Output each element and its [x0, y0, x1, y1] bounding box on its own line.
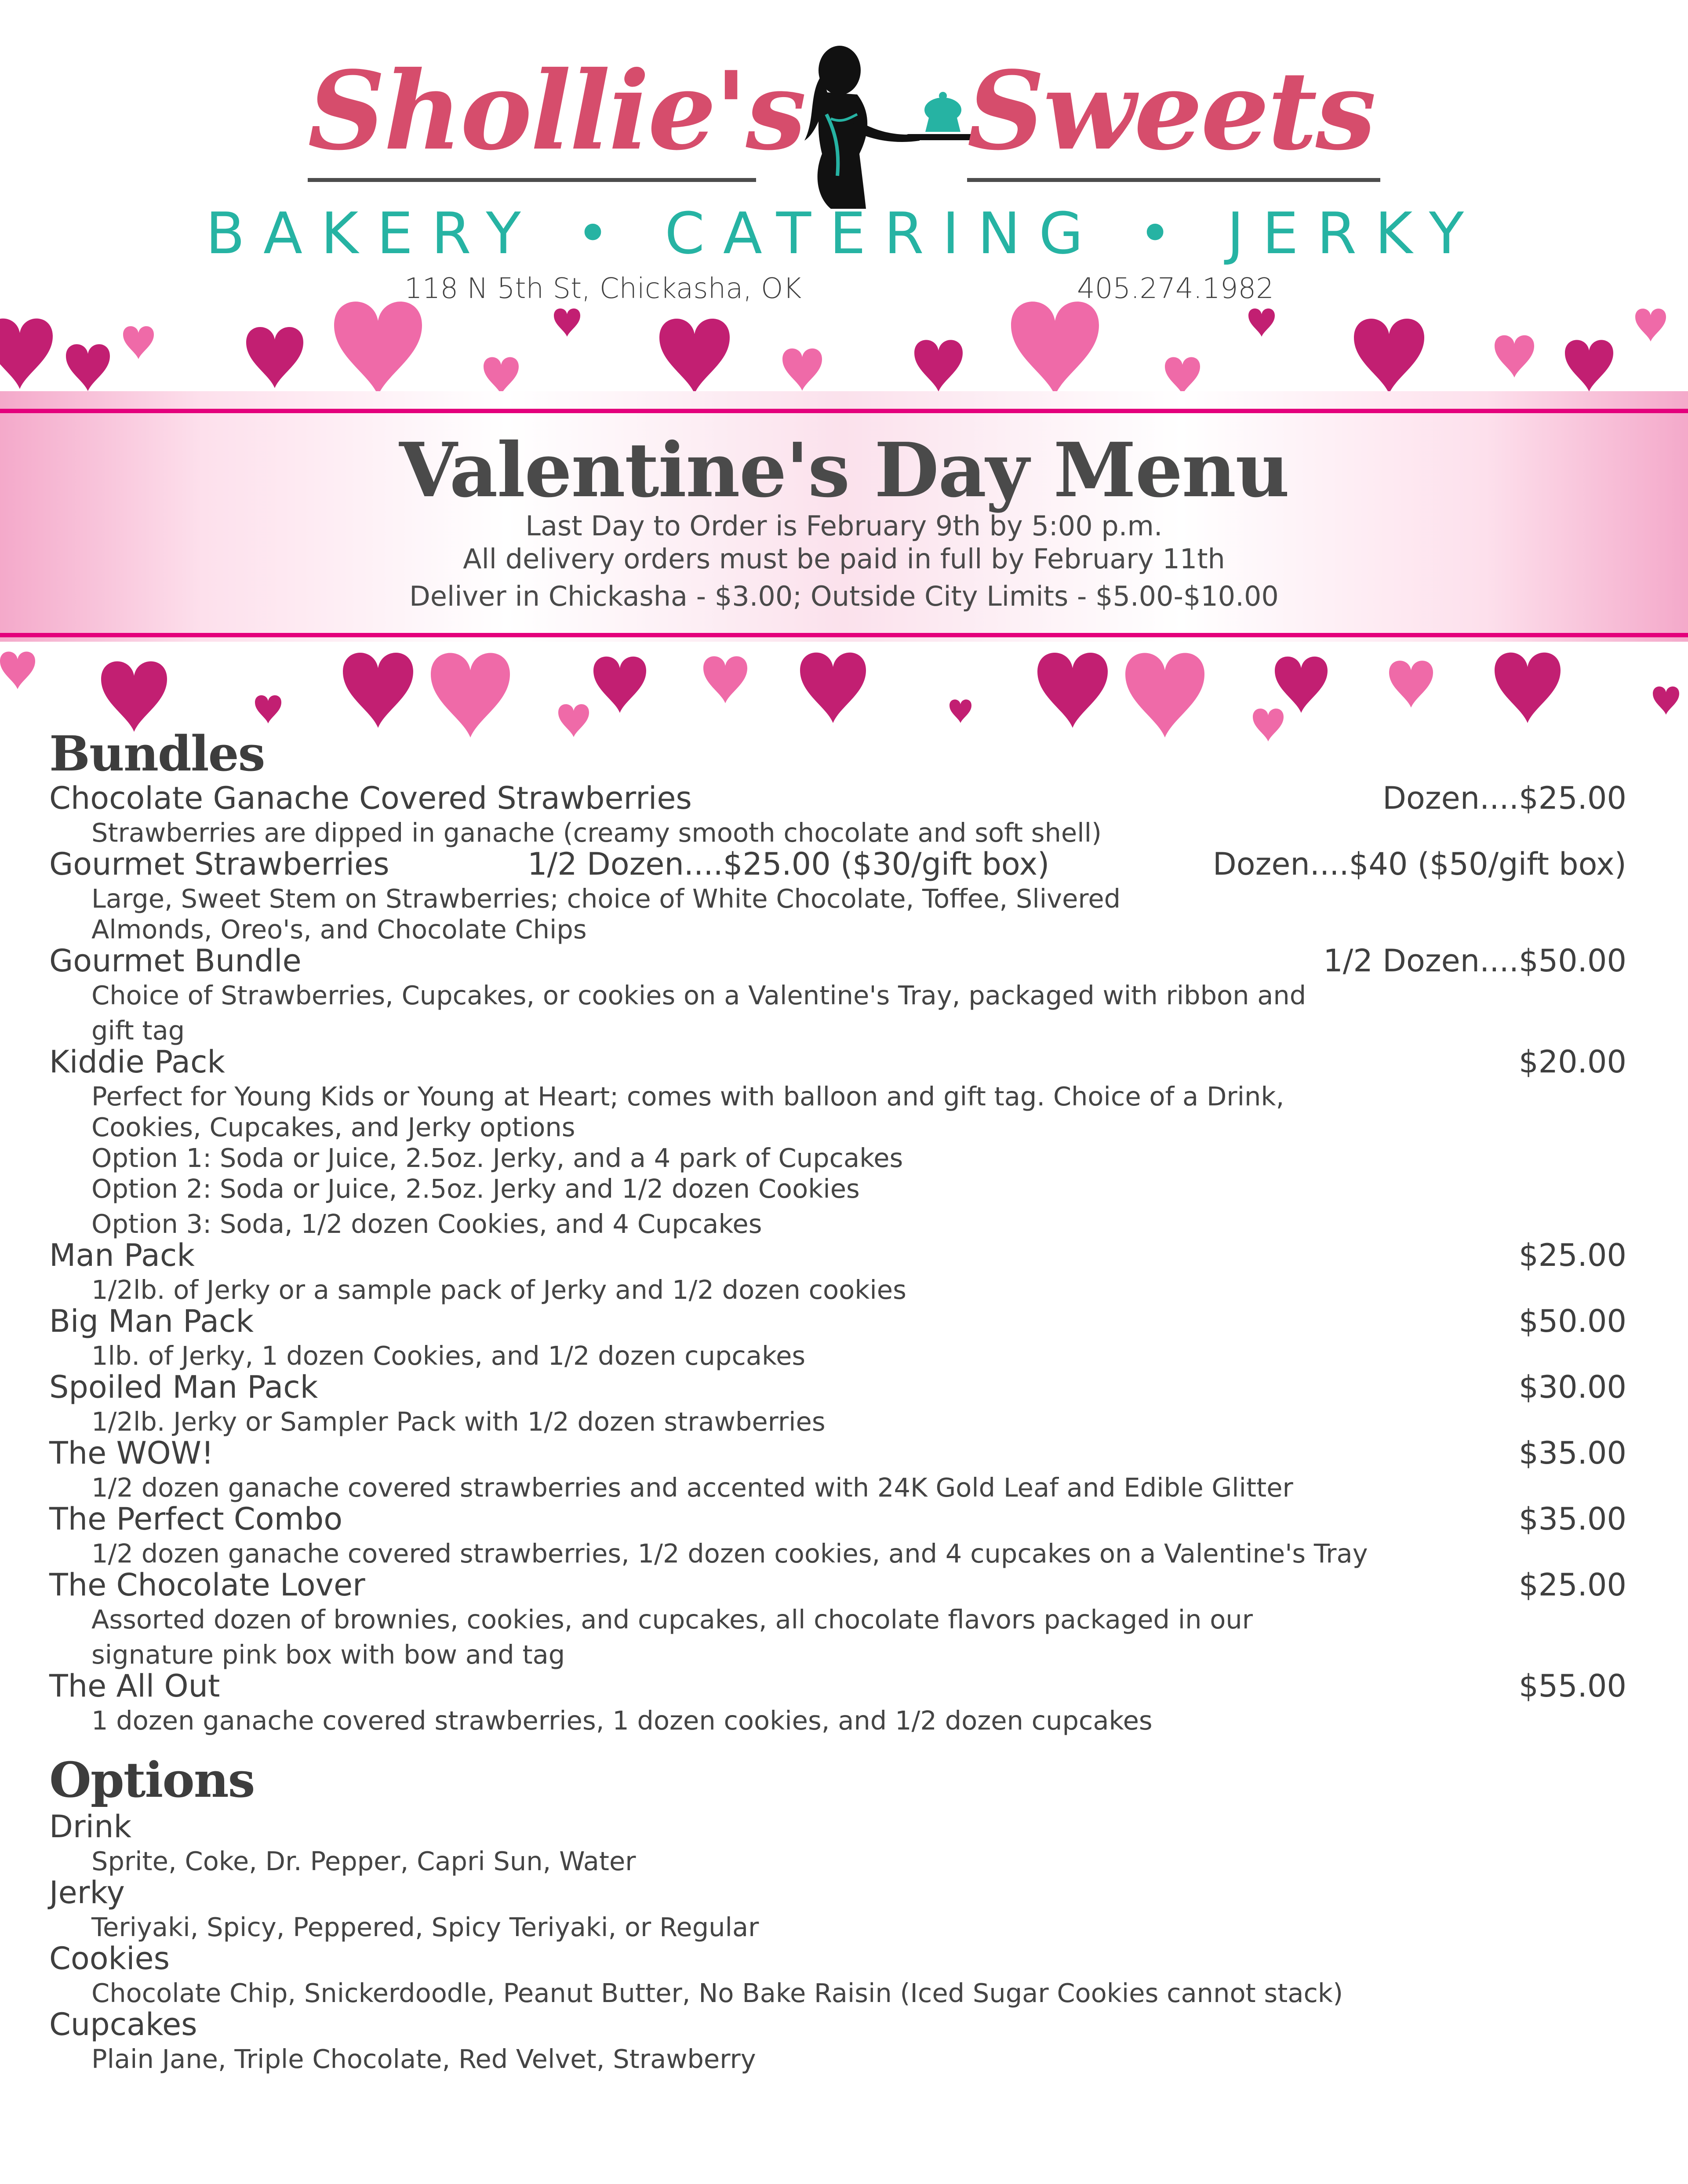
menu-item-name: Gourmet Strawberries [49, 846, 389, 882]
menu-item-price: $55.00 [1519, 1668, 1626, 1704]
payment-note: All delivery orders must be paid in full by February 11th [463, 543, 1225, 575]
menu-item-name: Kiddie Pack [49, 1044, 225, 1080]
menu-item-price: $25.00 [1519, 1237, 1626, 1273]
logo-underline-right [967, 178, 1380, 182]
brand-name-left: Shollie's [308, 47, 805, 174]
menu-item-price: Dozen....$25.00 [1382, 780, 1626, 816]
logo-underline-left [308, 178, 756, 182]
option-name-cupcakes: Cupcakes [49, 2006, 197, 2042]
menu-item-desc: Option 1: Soda or Juice, 2.5oz. Jerky, and a 4 park of Cupcakes [91, 1143, 903, 1173]
order-deadline: Last Day to Order is February 9th by 5:00 p.m. [525, 510, 1163, 542]
menu-item-desc: Assorted dozen of brownies, cookies, and cupcakes, all chocolate flavors packaged in our [91, 1604, 1253, 1635]
menu-item-price: Dozen....$40 ($50/gift box) [1212, 846, 1626, 882]
hearts-decoration-top [0, 290, 1688, 404]
brand-name-right: Sweets [967, 47, 1375, 174]
menu-item-desc: 1/2lb. of Jerky or a sample pack of Jerky and 1/2 dozen cookies [91, 1275, 906, 1305]
brand-tagline: BAKERY • CATERING • JERKY [205, 200, 1483, 267]
menu-item-price: $25.00 [1519, 1567, 1626, 1603]
menu-item-name: The WOW! [49, 1435, 214, 1471]
menu-item-desc: 1lb. of Jerky, 1 dozen Cookies, and 1/2 dozen cupcakes [91, 1341, 806, 1371]
menu-item-price: $35.00 [1519, 1501, 1626, 1537]
menu-item-desc: 1/2 dozen ganache covered strawberries, 1/2 dozen cookies, and 4 cupcakes on a Valentine's Tray [91, 1538, 1368, 1569]
menu-item-desc: Choice of Strawberries, Cupcakes, or cookies on a Valentine's Tray, packaged with ribbon and [91, 980, 1306, 1010]
menu-item-desc: gift tag [91, 1015, 185, 1046]
menu-item-price: $50.00 [1519, 1303, 1626, 1339]
option-desc-drink: Sprite, Coke, Dr. Pepper, Capri Sun, Water [91, 1846, 636, 1876]
option-desc-jerky: Teriyaki, Spicy, Peppered, Spicy Teriyaki, or Regular [91, 1912, 759, 1942]
menu-item-desc: 1/2lb. Jerky or Sampler Pack with 1/2 dozen strawberries [91, 1406, 826, 1437]
menu-item-name: Man Pack [49, 1237, 195, 1273]
options-heading: Options [49, 1752, 255, 1808]
option-name-cookies: Cookies [49, 1941, 170, 1977]
menu-title: Valentine's Day Menu [399, 426, 1289, 514]
option-desc-cookies: Chocolate Chip, Snickerdoodle, Peanut Butter, No Bake Raisin (Iced Sugar Cookies cannot stack) [91, 1978, 1343, 2008]
phone-number: 405.274.1982 [1077, 273, 1274, 305]
menu-item-name: Big Man Pack [49, 1303, 254, 1339]
menu-item-name: The Chocolate Lover [49, 1567, 365, 1603]
menu-item-desc: Large, Sweet Stem on Strawberries; choice of White Chocolate, Toffee, Slivered [91, 883, 1121, 914]
menu-item-name: The Perfect Combo [49, 1501, 343, 1537]
menu-item-name: Chocolate Ganache Covered Strawberries [49, 780, 692, 816]
menu-item-desc: Perfect for Young Kids or Young at Heart; comes with balloon and gift tag. Choice of a Drink, [91, 1081, 1284, 1112]
option-name-drink: Drink [49, 1809, 132, 1845]
menu-item-desc: 1/2 dozen ganache covered strawberries and accented with 24K Gold Leaf and Edible Glitter [91, 1472, 1293, 1503]
menu-item-desc: Cookies, Cupcakes, and Jerky options [91, 1112, 575, 1142]
menu-item-desc: Option 3: Soda, 1/2 dozen Cookies, and 4 Cupcakes [91, 1209, 762, 1239]
address: 118 N 5th St, Chickasha, OK [404, 273, 802, 305]
option-desc-cupcakes: Plain Jane, Triple Chocolate, Red Velvet, Strawberry [91, 2044, 756, 2074]
banner-top-line [0, 409, 1688, 413]
menu-item-price-half: 1/2 Dozen....$25.00 ($30/gift box) [528, 846, 1050, 882]
menu-item-price: $35.00 [1519, 1435, 1626, 1471]
menu-item-price: $30.00 [1519, 1369, 1626, 1405]
menu-item-name: The All Out [49, 1668, 220, 1704]
banner-bottom-line [0, 633, 1688, 637]
menu-item-desc: signature pink box with bow and tag [91, 1639, 565, 1670]
menu-item-name: Spoiled Man Pack [49, 1369, 318, 1405]
menu-item-desc: Almonds, Oreo's, and Chocolate Chips [91, 914, 587, 945]
menu-item-price: $20.00 [1519, 1044, 1626, 1080]
option-name-jerky: Jerky [49, 1875, 125, 1911]
menu-item-name: Gourmet Bundle [49, 943, 302, 979]
delivery-fees: Deliver in Chickasha - $3.00; Outside City Limits - $5.00-$10.00 [409, 580, 1279, 612]
bundles-heading: Bundles [49, 725, 265, 782]
menu-item-desc: Strawberries are dipped in ganache (creamy smooth chocolate and soft shell) [91, 818, 1102, 848]
menu-item-desc: Option 2: Soda or Juice, 2.5oz. Jerky and 1/2 dozen Cookies [91, 1174, 860, 1204]
menu-item-price: 1/2 Dozen....$50.00 [1323, 943, 1626, 979]
menu-item-desc: 1 dozen ganache covered strawberries, 1 dozen cookies, and 1/2 dozen cupcakes [91, 1705, 1153, 1736]
baker-silhouette-logo [774, 44, 985, 211]
